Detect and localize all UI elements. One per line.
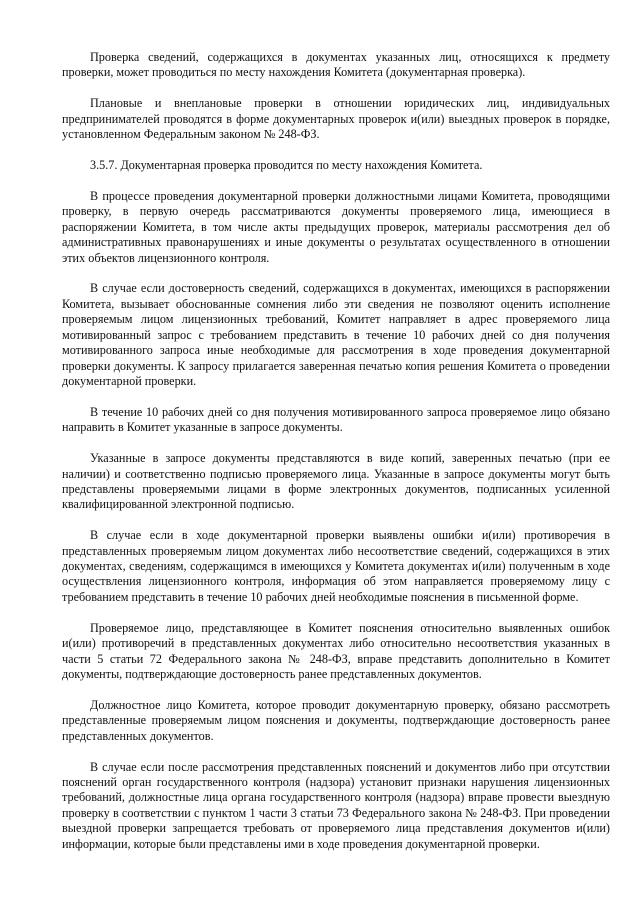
paragraph-verification-location: Проверка сведений, содержащихся в документах указанных лиц, относящихся к предмету проверки, может проводиться по месту нахождения Комитета (документарная проверка).: [62, 50, 610, 80]
paragraph-copies-format: Указанные в запросе документы представляются в виде копий, заверенных печатью (при ее наличии) и соответственно подписью проверяемого лица. Указанные в запросе документы могут быть представлены проверяемыми лицами в форме электронных документов, подписанных усиленной квалифицированной электронной подписью.: [62, 451, 610, 512]
paragraph-motivated-request: В случае если достоверность сведений, содержащихся в документах, имеющихся в распоряжении Комитета, вызывает обоснованные сомнения либо эти сведения не позволяют оценить исполнение проверяемым лицом лицензионных требований, Комитет направляет в адрес проверяемого лица мотивированный запрос с требованием представить в течение 10 рабочих дней со дня получения мотивированного запроса иные необходимые для рассмотрения в ходе проведения документарной проверки документы. К запросу прилагается заверенная печатью копия решения Комитета о проведении документарной проверки.: [62, 281, 610, 388]
paragraph-planned-inspections: Плановые и внеплановые проверки в отношении юридических лиц, индивидуальных предпринимателей проводятся в форме документарных проверок и(или) выездных проверок в порядке, установленном Федеральным законом № 248-ФЗ.: [62, 96, 610, 142]
document-body: [62, 50, 610, 868]
paragraph-field-inspection: В случае если после рассмотрения представленных пояснений и документов либо при отсутствии пояснений орган государственного контроля (надзора) установит признаки нарушения лицензионных требований, должностные лица органа государственного контроля (надзора) вправе провести выездную проверку в соответствии с пунктом 1 части 3 статьи 73 Федерального закона № 248-ФЗ. При проведении выездной проверки запрещается требовать от проверяемого лица представления документов и(или) информации, которые были представлены ими в ходе проведения документарной проверки.: [62, 759, 610, 851]
paragraph-document-review: В процессе проведения документарной проверки должностными лицами Комитета, проводящими проверку, в первую очередь рассматриваются документы проверяемого лица, имеющиеся в распоряжении Комитета, в том числе акты предыдущих проверок, материалы рассмотрения дел об административных правонарушениях и иные документы о результатах осуществленного в отношении этих объектов лицензионного контроля.: [62, 188, 610, 265]
paragraph-explanations: Проверяемое лицо, представляющее в Комитет пояснения относительно выявленных ошибок и(или) противоречий в представленных документах либо относительно несоответствия указанных в части 5 статьи 72 Федерального закона № 248-ФЗ, вправе представить дополнительно в Комитет документы, подтверждающие достоверность ранее представленных документов.: [62, 620, 610, 681]
paragraph-official-review: Должностное лицо Комитета, которое проводит документарную проверку, обязано рассмотреть представленные проверяемым лицом пояснения и документы, подтверждающие достоверность ранее представленных документов.: [62, 697, 610, 743]
paragraph-section-3-5-7: 3.5.7. Документарная проверка проводится по месту нахождения Комитета.: [90, 158, 483, 173]
paragraph-errors-found: В случае если в ходе документарной проверки выявлены ошибки и(или) противоречия в представленных проверяемым лицом документах либо несоответствие сведений, содержащихся в этих документах, сведениям, содержащимся в имеющихся у Комитета документах и(или) полученным в ходе осуществления лицензионного контроля, информация об этом направляется проверяемому лицу с требованием представить в течение 10 рабочих дней необходимые пояснения в письменной форме.: [62, 528, 610, 604]
paragraph-ten-day-deadline: В течение 10 рабочих дней со дня получения мотивированного запроса проверяемое лицо обязано направить в Комитет указанные в запросе документы.: [62, 404, 610, 435]
